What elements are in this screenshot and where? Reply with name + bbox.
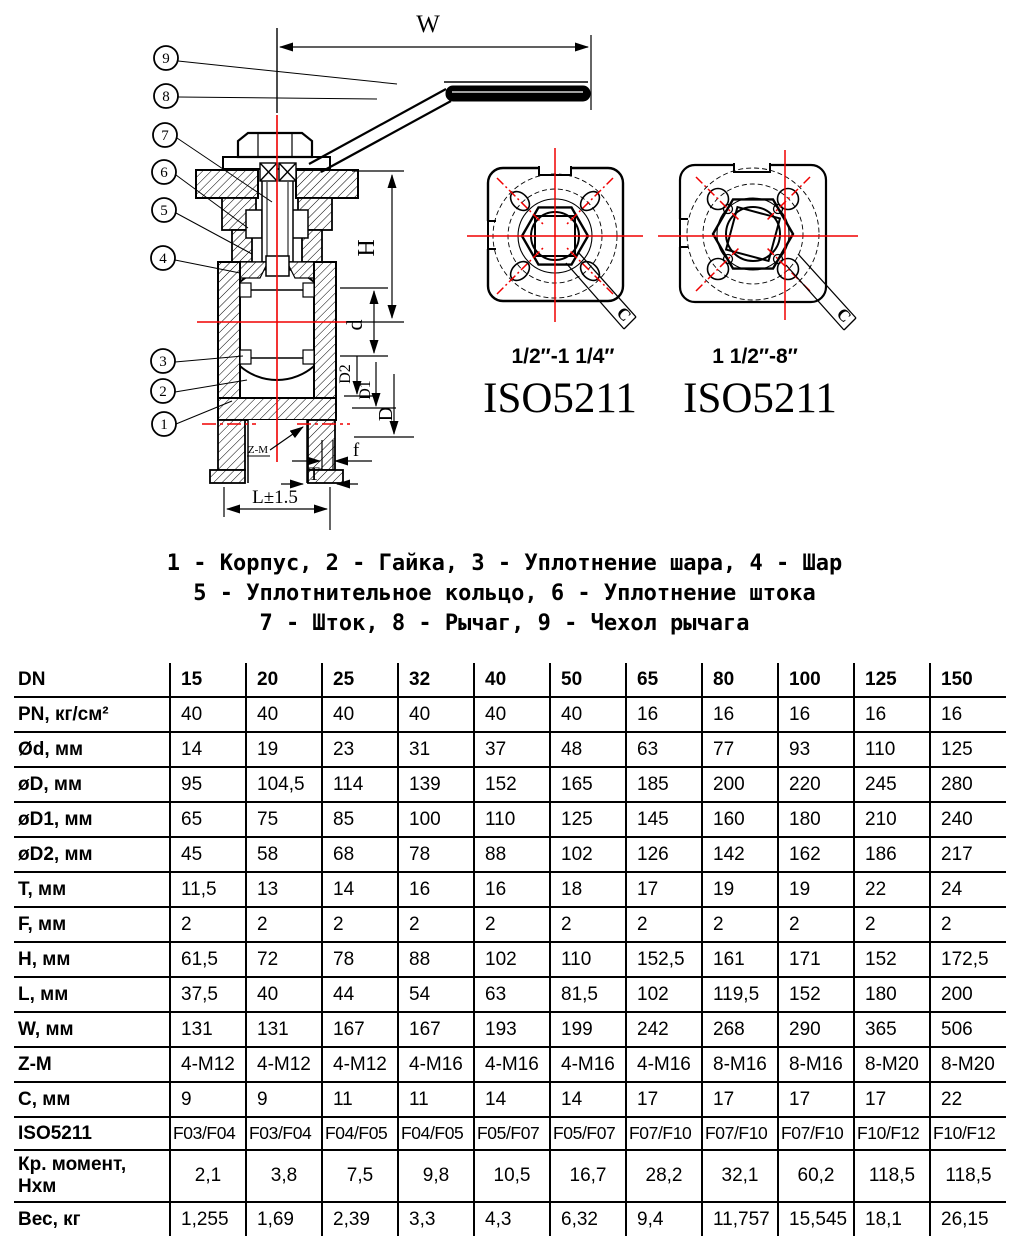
value-cell: 9 [246,1082,322,1117]
row-label: Ød, мм [18,738,84,760]
value-cell: 125 [854,663,930,697]
value-cell: 81,5 [550,977,626,1012]
value-cell: 17 [778,1082,854,1117]
value-cell: 2 [626,907,702,942]
flange-view-small [467,148,643,329]
value-cell: 9,8 [398,1150,474,1202]
value-cell: 11,5 [170,872,246,907]
spec-table-body [14,663,1006,1236]
value-cell: 20 [246,663,322,697]
value-cell: 102 [626,977,702,1012]
value-cell: 40 [474,697,550,732]
value-cell: 100 [398,802,474,837]
value-cell: 150 [930,663,1006,697]
table-row [14,837,1006,872]
value-cell: 19 [246,732,322,767]
value-cell: 152 [778,977,854,1012]
dim-w-label: W [416,11,440,38]
value-cell: 4-M12 [322,1047,398,1082]
table-row [14,1047,1006,1082]
value-cell: 102 [474,942,550,977]
value-cell: 186 [854,837,930,872]
value-cell: 160 [702,802,778,837]
value-cell: 2 [550,907,626,942]
value-cell: 48 [550,732,626,767]
value-cell: 40 [550,697,626,732]
value-cell: 23 [322,732,398,767]
value-cell: 2 [322,907,398,942]
value-cell: 2 [702,907,778,942]
value-cell: 85 [322,802,398,837]
callout-8 [154,84,377,108]
svg-text:7: 7 [161,128,169,144]
value-cell: 102 [550,837,626,872]
value-cell: 78 [322,942,398,977]
value-cell: 16 [398,872,474,907]
svg-text:5: 5 [160,203,168,219]
dim-c-label: C [832,304,856,327]
value-cell: 88 [398,942,474,977]
value-cell: 16 [930,697,1006,732]
value-cell: 119,5 [702,977,778,1012]
svg-text:3: 3 [159,354,167,370]
value-cell: 4-M16 [626,1047,702,1082]
value-cell: 193 [474,1012,550,1047]
valve-technical-drawing [0,0,1009,545]
value-cell: 4-M16 [550,1047,626,1082]
stem-seal-pocket-left [246,210,262,238]
value-cell: 2 [474,907,550,942]
ball-seat [240,283,251,297]
value-cell: 65 [170,802,246,837]
value-cell: 80 [702,663,778,697]
dim-h-label: H [354,239,380,257]
row-label: øD, мм [18,773,82,795]
value-cell: 26,15 [930,1202,1006,1236]
value-cell: 25 [322,663,398,697]
value-cell: F10/F12 [930,1117,1006,1150]
table-row [14,1082,1006,1117]
value-cell: 125 [930,732,1006,767]
value-cell: 3,8 [246,1150,322,1202]
value-cell: 152 [474,767,550,802]
table-row [14,977,1006,1012]
value-cell: 63 [626,732,702,767]
value-cell: 72 [246,942,322,977]
flange-view-large [658,150,858,330]
value-cell: 161 [702,942,778,977]
value-cell: 77 [702,732,778,767]
value-cell: F04/F05 [322,1117,398,1150]
value-cell: 165 [550,767,626,802]
value-cell: 2 [778,907,854,942]
value-cell: 14 [550,1082,626,1117]
value-cell: 19 [778,872,854,907]
value-cell: 145 [626,802,702,837]
table-row [14,767,1006,802]
value-cell: 7,5 [322,1150,398,1202]
value-cell: 110 [550,942,626,977]
value-cell: 22 [930,1082,1006,1117]
dim-f-label: f [352,440,360,461]
table-row [14,1117,1006,1150]
value-cell: 19 [702,872,778,907]
value-cell: 11 [322,1082,398,1117]
row-label: ISO5211 [18,1122,92,1144]
value-cell: 167 [398,1012,474,1047]
value-cell: F07/F10 [702,1117,778,1150]
row-label: T, мм [18,878,67,900]
value-cell: 172,5 [930,942,1006,977]
value-cell: 365 [854,1012,930,1047]
ball-seat [303,350,314,364]
value-cell: 139 [398,767,474,802]
dim-d-label: d [342,319,367,331]
flange-small-standard-label: ISO5211 [483,375,637,422]
body-wall-left [218,262,240,398]
value-cell: 114 [322,767,398,802]
value-cell: 4,3 [474,1202,550,1236]
value-cell: 13 [246,872,322,907]
value-cell: 40 [398,697,474,732]
value-cell: 78 [398,837,474,872]
value-cell: 37,5 [170,977,246,1012]
row-label: L, мм [18,983,69,1005]
row-label: øD2, мм [18,843,93,865]
value-cell: 16 [702,697,778,732]
value-cell: 22 [854,872,930,907]
value-cell: 63 [474,977,550,1012]
table-row [14,663,1006,697]
table-row [14,1202,1006,1236]
value-cell: 88 [474,837,550,872]
value-cell: 10,5 [474,1150,550,1202]
value-cell: 1,69 [246,1202,322,1236]
value-cell: 268 [702,1012,778,1047]
flange-large-size-label: 1 1/2″-8″ [712,345,798,368]
row-label: Вес, кг [18,1208,81,1230]
value-cell: 240 [930,802,1006,837]
table-row [14,907,1006,942]
value-cell: 40 [170,697,246,732]
value-cell: F03/F04 [170,1117,246,1150]
callout-9 [154,46,397,84]
value-cell: 131 [170,1012,246,1047]
table-row [14,1150,1006,1202]
value-cell: 37 [474,732,550,767]
value-cell: 290 [778,1012,854,1047]
value-cell: 44 [322,977,398,1012]
value-cell: 15,545 [778,1202,854,1236]
value-cell: 93 [778,732,854,767]
value-cell: 2,39 [322,1202,398,1236]
value-cell: 162 [778,837,854,872]
value-cell: 17 [702,1082,778,1117]
value-cell: F03/F04 [246,1117,322,1150]
dim-d1-label: D1 [357,380,374,400]
row-label: Кр. момент, Нхм [18,1154,127,1197]
value-cell: 4-M16 [474,1047,550,1082]
value-cell: 16 [778,697,854,732]
value-cell: 2 [246,907,322,942]
value-cell: 24 [930,872,1006,907]
value-cell: 220 [778,767,854,802]
spec-table-wrap [14,663,1006,1236]
value-cell: F10/F12 [854,1117,930,1150]
handle [309,82,590,172]
value-cell: 11,757 [702,1202,778,1236]
value-cell: 171 [778,942,854,977]
value-cell: 180 [778,802,854,837]
value-cell: 199 [550,1012,626,1047]
row-label: H, мм [18,948,71,970]
value-cell: 50 [550,663,626,697]
value-cell: 4-M16 [398,1047,474,1082]
value-cell: 14 [322,872,398,907]
value-cell: 61,5 [170,942,246,977]
table-row [14,732,1006,767]
value-cell: F07/F10 [626,1117,702,1150]
flange-small-size-label: 1/2″-1 1/4″ [511,345,615,368]
legend-line-2: 5 - Уплотнительное кольцо, 6 - Уплотнение штока [193,581,816,606]
value-cell: 31 [398,732,474,767]
parts-legend [0,549,1009,639]
value-cell: 40 [474,663,550,697]
value-cell: 4-M12 [246,1047,322,1082]
row-label: øD1, мм [18,808,93,830]
value-cell: 8-M20 [854,1047,930,1082]
value-cell: 2,1 [170,1150,246,1202]
value-cell: 45 [170,837,246,872]
value-cell: 9 [170,1082,246,1117]
lever-bar [446,86,590,101]
value-cell: 8-M16 [702,1047,778,1082]
value-cell: 142 [702,837,778,872]
svg-text:4: 4 [159,251,167,267]
value-cell: 58 [246,837,322,872]
svg-text:2: 2 [159,384,167,400]
value-cell: F05/F07 [550,1117,626,1150]
legend-line-1: 1 - Корпус, 2 - Гайка, 3 - Уплотнение шара, 4 - Шар [166,551,843,576]
value-cell: 152,5 [626,942,702,977]
dim-c-label: C [612,303,636,326]
value-cell: 32 [398,663,474,697]
value-cell: 65 [626,663,702,697]
row-label: PN, кг/см² [18,703,109,725]
value-cell: 152 [854,942,930,977]
value-cell: 242 [626,1012,702,1047]
value-cell: 28,2 [626,1150,702,1202]
value-cell: 100 [778,663,854,697]
value-cell: 1,255 [170,1202,246,1236]
svg-text:8: 8 [162,89,170,105]
value-cell: 8-M16 [778,1047,854,1082]
table-row [14,942,1006,977]
value-cell: 126 [626,837,702,872]
row-label: Z-M [18,1053,52,1075]
value-cell: 167 [322,1012,398,1047]
value-cell: 11 [398,1082,474,1117]
value-cell: 245 [854,767,930,802]
ball-seat [240,350,251,364]
value-cell: 2 [170,907,246,942]
value-cell: 14 [474,1082,550,1117]
dim-zm-label: Z-M [247,444,269,456]
stem-seal-pocket-right [292,210,308,238]
value-cell: 280 [930,767,1006,802]
value-cell: 17 [626,1082,702,1117]
value-cell: 217 [930,837,1006,872]
value-cell: F04/F05 [398,1117,474,1150]
value-cell: 16 [474,872,550,907]
value-cell: 40 [322,697,398,732]
stem-nut [238,133,312,157]
value-cell: 210 [854,802,930,837]
value-cell: 18 [550,872,626,907]
value-cell: 2 [930,907,1006,942]
body-wall-right [314,262,336,398]
dim-bigd-label: D [375,406,397,422]
row-label: C, мм [18,1088,71,1110]
row-label: F, мм [18,913,67,935]
value-cell: 17 [854,1082,930,1117]
top-plate-left [196,170,258,198]
svg-text:6: 6 [160,165,168,181]
flange-leg-left [218,420,245,470]
value-cell: 104,5 [246,767,322,802]
value-cell: 131 [246,1012,322,1047]
value-cell: 95 [170,767,246,802]
value-cell: 118,5 [854,1150,930,1202]
row-label: W, мм [18,1018,74,1040]
dim-d2-label: D2 [337,364,354,384]
value-cell: 75 [246,802,322,837]
table-row [14,802,1006,837]
value-cell: 54 [398,977,474,1012]
value-cell: 9,4 [626,1202,702,1236]
legend-line-3: 7 - Шток, 8 - Рычаг, 9 - Чехол рычага [259,611,750,636]
value-cell: 118,5 [930,1150,1006,1202]
value-cell: 3,3 [398,1202,474,1236]
svg-text:9: 9 [162,51,170,67]
flange-large-standard-label: ISO5211 [683,375,837,422]
table-row [14,697,1006,732]
spec-table [14,663,1006,1236]
value-cell: 110 [854,732,930,767]
value-cell: 200 [930,977,1006,1012]
table-row [14,1012,1006,1047]
value-cell: 6,32 [550,1202,626,1236]
dim-l-label: L±1.5 [252,487,298,508]
flange-centerlines [658,150,858,320]
value-cell: 16,7 [550,1150,626,1202]
value-cell: 14 [170,732,246,767]
value-cell: 4-M12 [170,1047,246,1082]
value-cell: F05/F07 [474,1117,550,1150]
value-cell: 68 [322,837,398,872]
value-cell: 506 [930,1012,1006,1047]
table-row [14,872,1006,907]
value-cell: 40 [246,977,322,1012]
value-cell: 16 [854,697,930,732]
value-cell: 110 [474,802,550,837]
top-plate-right [296,170,358,198]
value-cell: 200 [702,767,778,802]
value-cell: 2 [398,907,474,942]
value-cell: 180 [854,977,930,1012]
value-cell: 8-M20 [930,1047,1006,1082]
value-cell: 125 [550,802,626,837]
value-cell: 40 [246,697,322,732]
value-cell: 2 [854,907,930,942]
value-cell: 15 [170,663,246,697]
dim-t-label: T [308,464,320,485]
ball-seat [303,283,314,297]
value-cell: 17 [626,872,702,907]
value-cell: F07/F10 [778,1117,854,1150]
svg-text:1: 1 [160,417,168,433]
value-cell: 60,2 [778,1150,854,1202]
value-cell: 185 [626,767,702,802]
value-cell: 18,1 [854,1202,930,1236]
value-cell: 16 [626,697,702,732]
value-cell: 32,1 [702,1150,778,1202]
row-label: DN [18,668,46,690]
